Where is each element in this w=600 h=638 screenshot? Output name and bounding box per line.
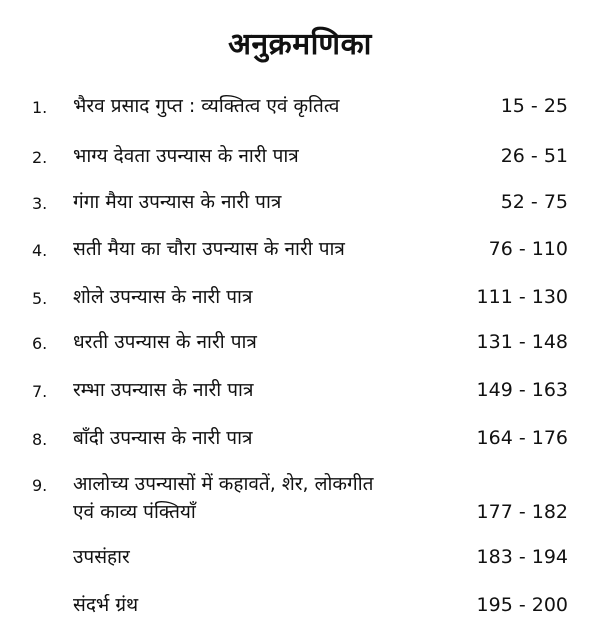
entry-number: 1.: [32, 98, 48, 117]
toc-entry: [0, 376, 600, 416]
toc-entry: [0, 328, 600, 368]
entry-pages: 111 - 130: [476, 286, 568, 308]
entry-number: 6.: [32, 334, 48, 353]
entry-pages: 195 - 200: [476, 594, 568, 616]
entry-title: रम्भा उपन्यास के नारी पात्र: [73, 379, 254, 401]
toc-entry: [0, 424, 600, 464]
entry-number: 7.: [32, 382, 48, 401]
entry-title: बाँदी उपन्यास के नारी पात्र: [73, 427, 253, 449]
page-title: अनुक्रमणिका: [228, 27, 372, 62]
toc-entry: [0, 188, 600, 228]
entry-pages: 15 - 25: [500, 95, 568, 117]
entry-title: [73, 470, 373, 526]
toc-entry: [0, 470, 600, 530]
toc-entry: [0, 235, 600, 275]
entry-title: संदर्भ ग्रंथ: [73, 594, 139, 616]
entry-title: धरती उपन्यास के नारी पात्र: [73, 331, 257, 353]
toc-entry: [0, 591, 600, 631]
entry-pages: 149 - 163: [476, 379, 568, 401]
entry-number: 8.: [32, 430, 48, 449]
entry-title: भैरव प्रसाद गुप्त : व्यक्तित्व एवं कृतित्व: [73, 95, 340, 117]
entry-title: भाग्य देवता उपन्यास के नारी पात्र: [73, 145, 299, 167]
toc-entry: [0, 543, 600, 583]
entry-number: 5.: [32, 289, 48, 308]
entry-title: शोले उपन्यास के नारी पात्र: [73, 286, 253, 308]
entry-title-line1: आलोच्य उपन्यासों में कहावतें, शेर, लोकगीत: [73, 473, 374, 495]
entry-pages: 52 - 75: [500, 191, 568, 213]
entry-pages: 177 - 182: [476, 501, 568, 523]
entry-number: 2.: [32, 148, 48, 167]
entry-title-line2: एवं काव्य पंक्तियाँ: [73, 501, 196, 523]
entry-pages: 26 - 51: [500, 145, 568, 167]
toc-entry: [0, 92, 600, 132]
entry-number: 9.: [32, 476, 48, 495]
toc-entry: [0, 142, 600, 182]
entry-pages: 164 - 176: [476, 427, 568, 449]
entry-number: 4.: [32, 241, 48, 260]
entry-title: सती मैया का चौरा उपन्यास के नारी पात्र: [73, 238, 345, 260]
entry-number: 3.: [32, 194, 48, 213]
toc-entry: [0, 283, 600, 323]
entry-title: गंगा मैया उपन्यास के नारी पात्र: [73, 191, 282, 213]
entry-pages: 76 - 110: [488, 238, 568, 260]
entry-title: उपसंहार: [73, 546, 130, 568]
entry-pages: 183 - 194: [476, 546, 568, 568]
entry-pages: 131 - 148: [476, 331, 568, 353]
